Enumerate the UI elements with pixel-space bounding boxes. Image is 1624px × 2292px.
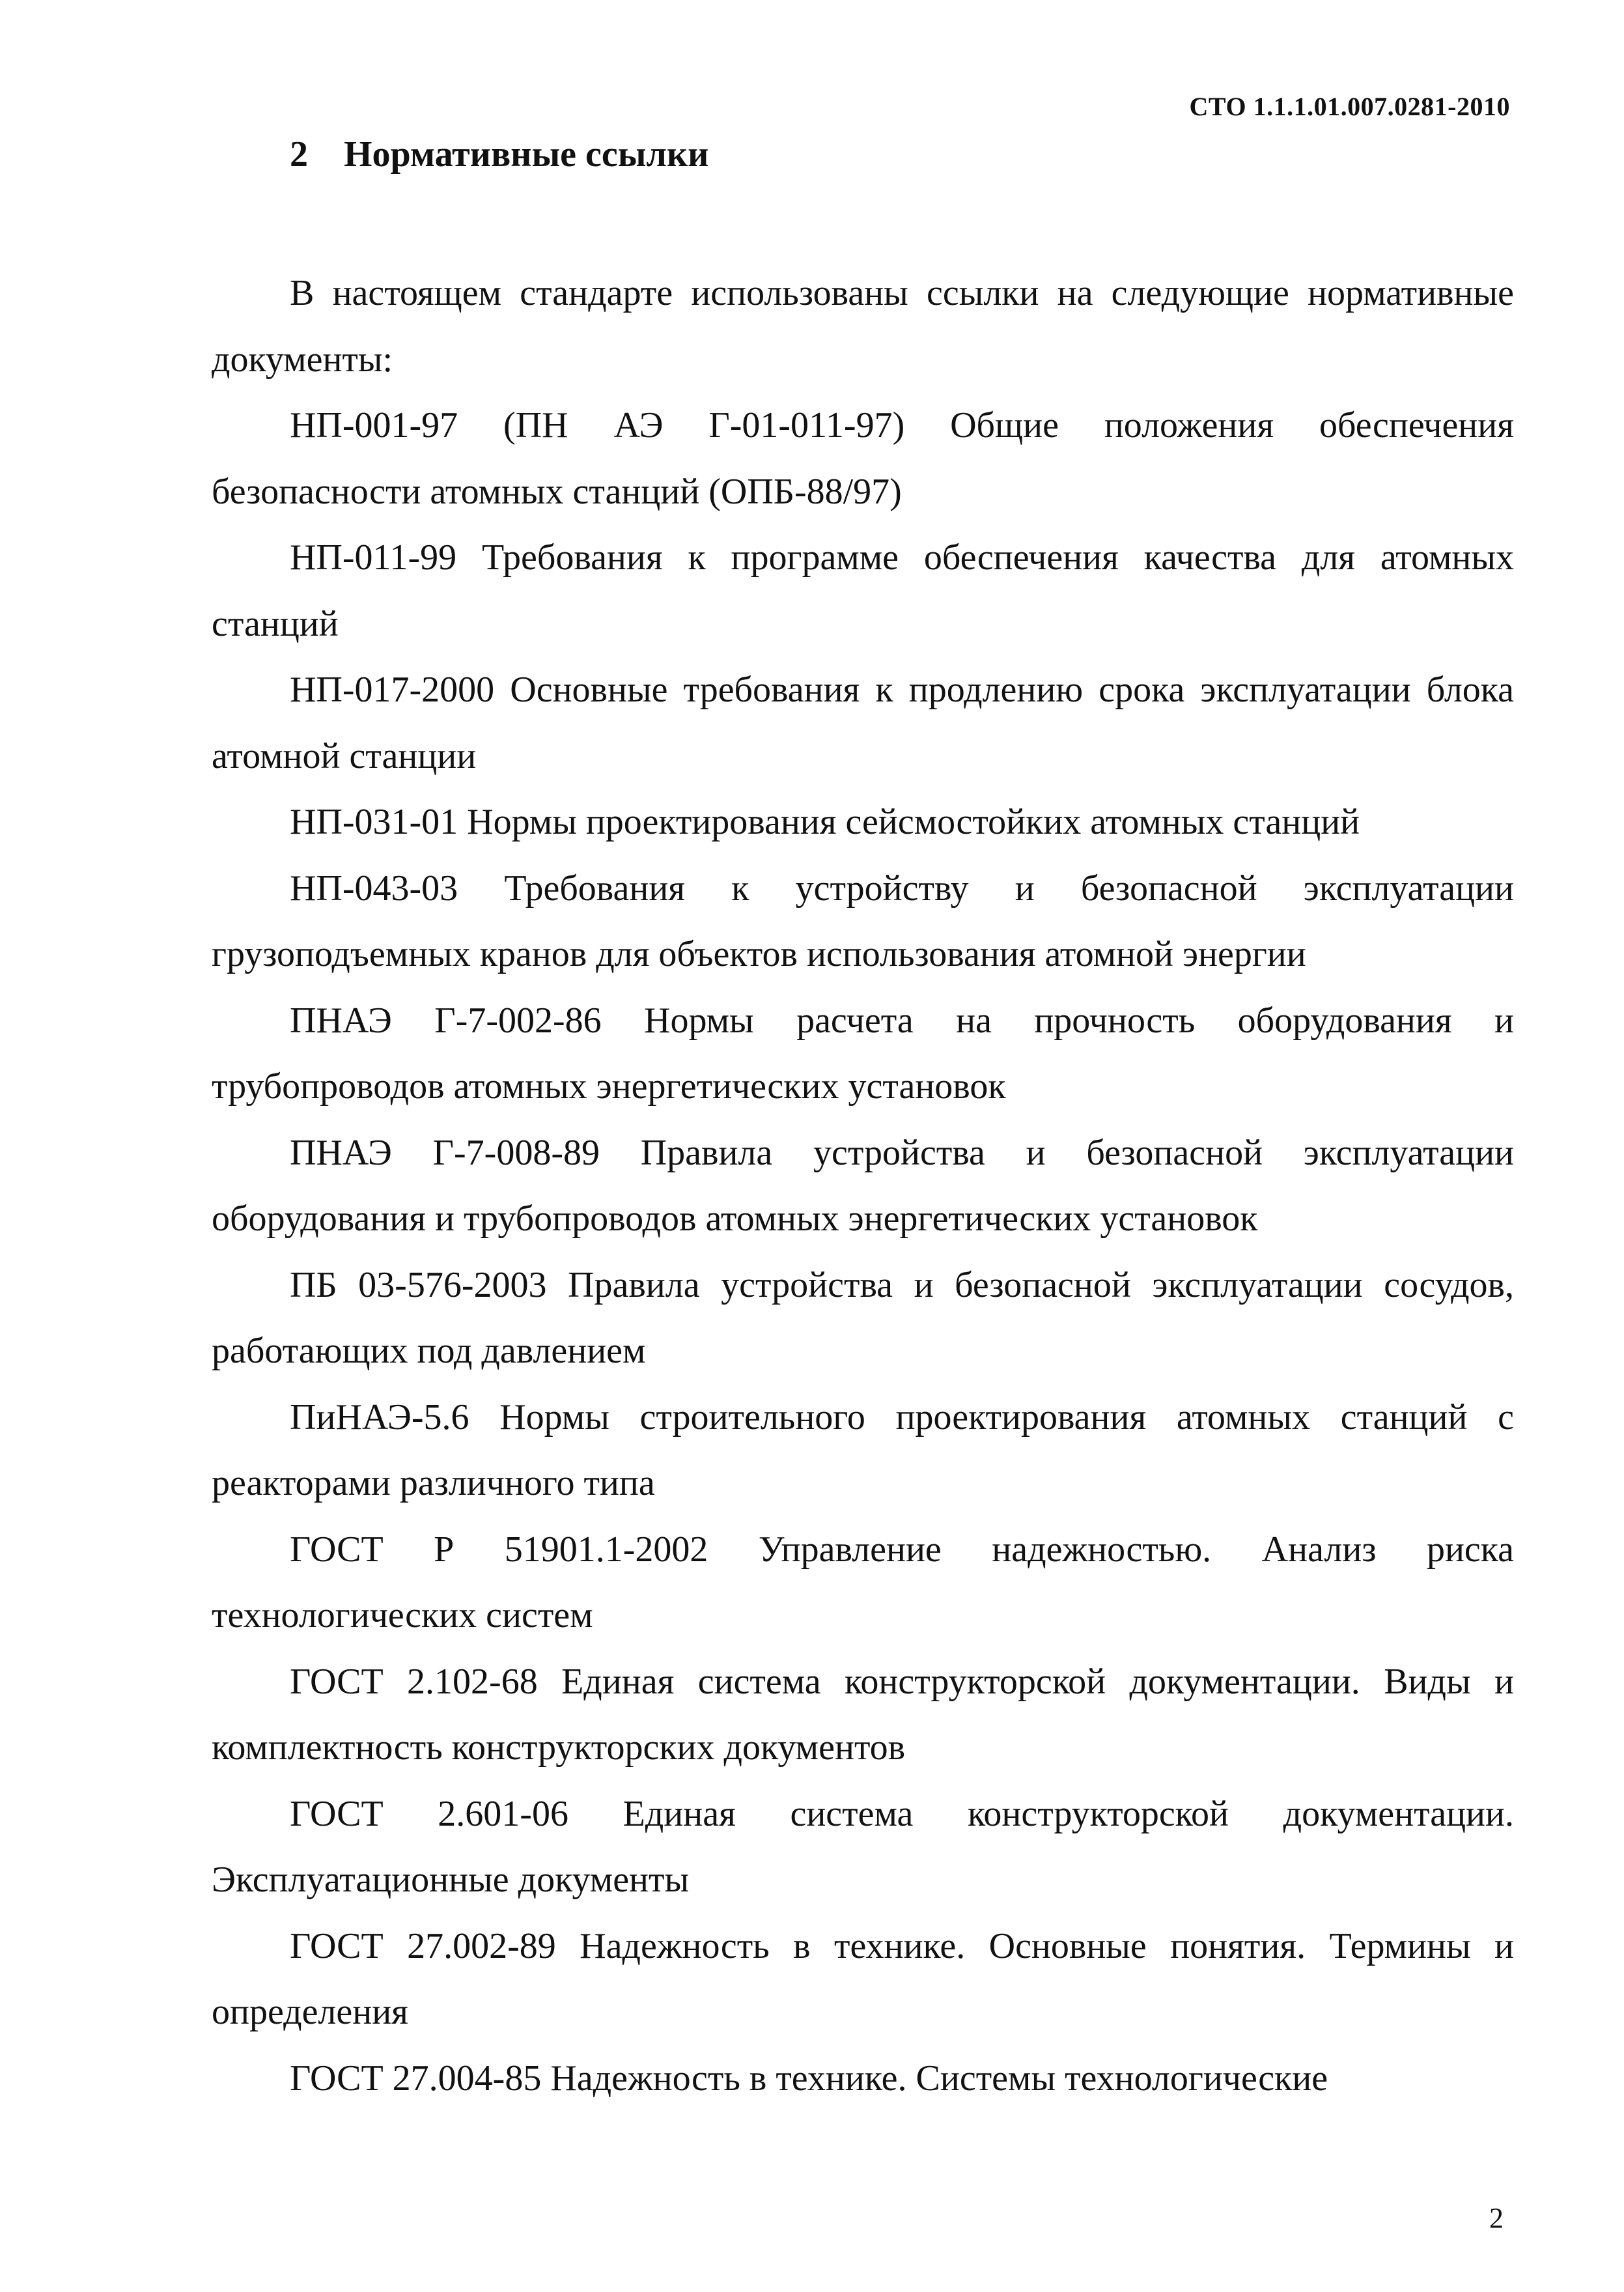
reference-item: НП-017-2000 Основные требования к продлению срока эксплуатации блока атомной станции — [212, 670, 1514, 776]
references-body — [212, 261, 1514, 2112]
reference-item: ГОСТ 27.004-85 Надежность в технике. Системы технологические — [290, 2058, 1328, 2099]
reference-item: ГОСТ 2.102-68 Единая система конструкторской документации. Виды и комплектность конструкторских документов — [212, 1661, 1514, 1768]
reference-item: ПБ 03-576-2003 Правила устройства и безопасной эксплуатации сосудов, работающих под давлением — [212, 1264, 1514, 1371]
section-number: 2 — [290, 134, 308, 175]
reference-item: НП-043-03 Требования к устройству и безопасной эксплуатации грузоподъемных кранов для объектов использования атомной энергии — [212, 868, 1514, 974]
reference-item: ГОСТ Р 51901.1-2002 Управление надежностью. Анализ риска технологических систем — [212, 1529, 1514, 1635]
intro-paragraph: В настоящем стандарте использованы ссылки на следующие нормативные документы: — [212, 273, 1514, 380]
section-title: Нормативные ссылки — [344, 134, 709, 175]
reference-item: НП-011-99 Требования к программе обеспечения качества для атомных станций — [212, 537, 1514, 644]
reference-item: ПНАЭ Г-7-008-89 Правила устройства и безопасной эксплуатации оборудования и трубопроводов атомных энергетических установок — [212, 1132, 1514, 1239]
reference-item: ГОСТ 27.002-89 Надежность в технике. Основные понятия. Термины и определения — [212, 1925, 1514, 2032]
reference-item: ПиНАЭ-5.6 Нормы строительного проектирования атомных станций с реакторами различного типа — [212, 1396, 1514, 1503]
reference-item: ГОСТ 2.601-06 Единая система конструкторской документации. Эксплуатационные документы — [212, 1793, 1514, 1900]
reference-item: НП-031-01 Нормы проектирования сейсмостойких атомных станций — [290, 802, 1360, 842]
page-number: 2 — [1489, 2202, 1504, 2234]
section-heading — [290, 134, 708, 175]
document-code: СТО 1.1.1.01.007.0281-2010 — [1189, 92, 1510, 121]
reference-item: НП-001-97 (ПН АЭ Г-01-011-97) Общие положения обеспечения безопасности атомных станций (ОПБ-88/97) — [212, 405, 1514, 512]
reference-item: ПНАЭ Г-7-002-86 Нормы расчета на прочность оборудования и трубопроводов атомных энергетических установок — [212, 1000, 1514, 1107]
